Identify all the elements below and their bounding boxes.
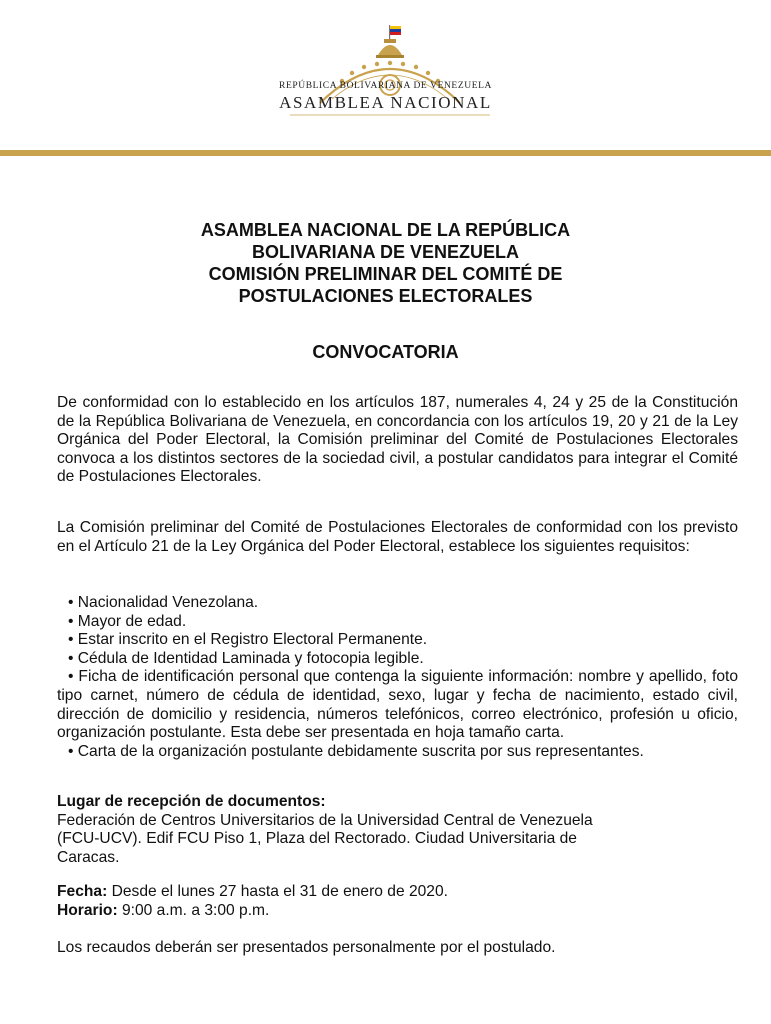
reception-location — [57, 793, 738, 867]
requirements-intro-paragraph: La Comisión preliminar del Comité de Postulaciones Electorales de conformidad con los previsto en el Artículo 21 de la Ley Orgánica del Poder Electoral, establece los siguientes requisitos: — [57, 519, 738, 555]
requirement-text: • Carta de la organización postulante debidamente suscrita por sus representantes. — [68, 742, 644, 760]
date-line — [57, 883, 738, 902]
requirement-text: • Estar inscrito en el Registro Electoral Permanente. — [68, 631, 428, 649]
letterhead — [0, 0, 771, 150]
requirement-text: • Nacionalidad Venezolana. — [68, 594, 259, 611]
list-item — [57, 594, 738, 613]
title-line-2: BOLIVARIANA DE VENEZUELA — [251, 242, 519, 262]
list-item — [57, 668, 738, 742]
list-item — [57, 631, 738, 650]
seal-caption-asamblea: ASAMBLEA NACIONAL — [279, 93, 492, 112]
seal-caption-republic: REPÚBLICA BOLIVARIANA DE VENEZUELA — [279, 81, 492, 91]
list-item — [57, 613, 738, 632]
title-line-3: COMISIÓN PRELIMINAR DEL COMITÉ DE — [208, 264, 563, 284]
reception-line-2: (FCU-UCV). Edif FCU Piso 1, Plaza del Rectorado. Ciudad Universitaria de — [57, 830, 577, 848]
hours-value: 9:00 a.m. a 3:00 p.m. — [117, 901, 270, 919]
final-note: Los recaudos deberán ser presentados personalmente por el postulado. — [57, 939, 556, 956]
gold-divider-band — [0, 150, 771, 156]
reception-line-1: Federación de Centros Universitarios de la Universidad Central de Venezuela — [57, 811, 593, 829]
section-heading: CONVOCATORIA — [312, 342, 459, 362]
hours-line — [57, 902, 738, 921]
title-line-1: ASAMBLEA NACIONAL DE LA REPÚBLICA — [200, 220, 571, 240]
date-value: Desde el lunes 27 hasta el 31 de enero de 2020. — [107, 883, 448, 900]
requirement-text: • Mayor de edad. — [68, 612, 187, 630]
title-line-4: POSTULACIONES ELECTORALES — [238, 286, 533, 306]
requirement-text: • Cédula de Identidad Laminada y fotocopia legible. — [68, 649, 424, 667]
requirement-text: • Ficha de identificación personal que contenga la siguiente información: nombre y apellido, foto tipo carnet, número de cédula de identidad, sexo, lugar y fecha de nacimiento, estado civil, dirección de domicilio y residencia, números telefónicos, correo electrónico, profesión u oficio, organización postulante. Esta debe ser presentada en hoja tamaño carta. — [57, 668, 738, 742]
document-title — [0, 219, 771, 307]
list-item — [57, 650, 738, 669]
schedule — [57, 883, 738, 920]
reception-line-3: Caracas. — [57, 848, 120, 866]
reception-heading: Lugar de recepción de documentos: — [57, 793, 326, 810]
date-label: Fecha: — [57, 883, 108, 900]
intro-paragraph: De conformidad con lo establecido en los artículos 187, numerales 4, 24 y 25 de la Constitución de la República Bolivariana de Venezuela, en concordancia con los artículos 19, 20 y 21 de la Ley Orgánica del Poder Electoral, la Comisión preliminar del Comité de Postulaciones Electorales convoca a los distintos sectores de la sociedad civil, a postular candidatos para integrar el Comité de Postulaciones Electorales. — [57, 394, 738, 486]
requirements-list — [57, 594, 738, 761]
list-item — [57, 743, 738, 762]
hours-label: Horario: — [57, 901, 118, 919]
